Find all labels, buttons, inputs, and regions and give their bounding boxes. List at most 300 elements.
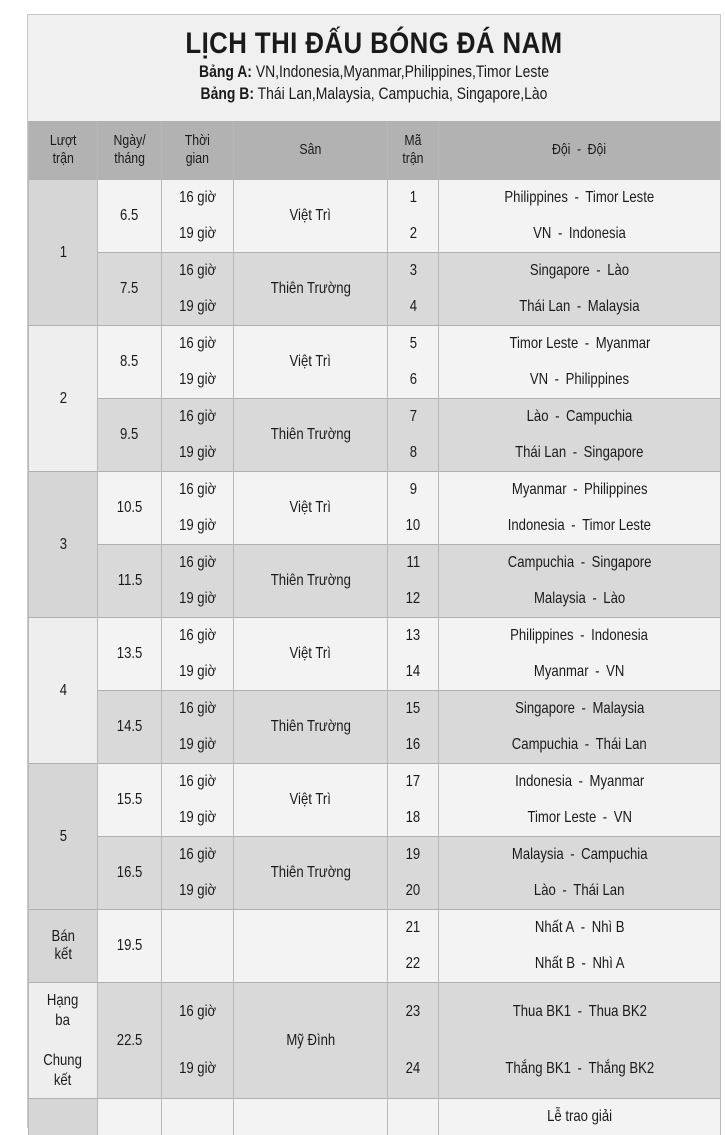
separator: - (563, 882, 567, 899)
time-cell (162, 472, 234, 509)
table-row (29, 910, 721, 947)
kickoff-time: 16 giờ (179, 773, 216, 791)
match-number: 11 (406, 554, 420, 572)
match-no-cell (388, 983, 439, 1041)
separator: - (555, 371, 559, 388)
teams-cell (439, 508, 721, 545)
venue-cell (234, 253, 388, 326)
kickoff-time: 16 giờ (179, 408, 216, 426)
home-team: Indonesia (508, 517, 565, 534)
time-cell (162, 180, 234, 217)
round-name: Bán kết (51, 928, 74, 964)
match-date: 11.5 (117, 572, 142, 590)
schedule-table (28, 121, 721, 1135)
table-row (29, 253, 721, 290)
match-teams (512, 846, 648, 864)
date-cell (98, 910, 162, 983)
round-number: 3 (59, 536, 66, 554)
round-number: 5 (59, 828, 66, 846)
venue-cell (234, 983, 388, 1099)
match-date: 19.5 (117, 937, 143, 955)
table-row (29, 545, 721, 582)
table-row (29, 1099, 721, 1135)
match-no-cell (388, 326, 439, 363)
kickoff-time: 16 giờ (179, 189, 216, 207)
match-teams (512, 736, 647, 754)
teams-cell (439, 764, 721, 801)
separator: - (596, 262, 600, 279)
venue-name: Thiên Trường (270, 572, 350, 590)
home-team: Thắng BK1 (505, 1060, 571, 1077)
home-team: Malaysia (512, 846, 564, 863)
time-cell (162, 326, 234, 363)
round-cell (29, 472, 98, 618)
match-no-cell (388, 180, 439, 217)
round-cell (29, 910, 98, 983)
teams-cell (439, 983, 721, 1041)
round-number: 4 (59, 682, 66, 700)
venue-name: Việt Trì (290, 791, 331, 809)
venue-name: Việt Trì (290, 645, 331, 663)
match-number: 15 (406, 700, 421, 718)
teams-cell (439, 618, 721, 655)
time-cell (162, 837, 234, 874)
table-row (29, 326, 721, 363)
kickoff-time: 16 giờ (179, 554, 216, 572)
match-teams (508, 517, 651, 535)
table-row (29, 399, 721, 436)
match-date: 8.5 (120, 353, 138, 371)
teams-cell (439, 581, 721, 618)
date-cell (98, 399, 162, 472)
time-cell (162, 289, 234, 326)
venue-cell (234, 837, 388, 910)
match-number: 5 (409, 335, 416, 353)
time-cell (162, 800, 234, 837)
match-date: 6.5 (120, 207, 138, 225)
teams-cell (439, 727, 721, 764)
match-teams (512, 481, 648, 499)
match-no-cell (388, 910, 439, 947)
round-number: 2 (59, 390, 66, 408)
teams-cell (439, 472, 721, 509)
match-date: 10.5 (117, 499, 143, 517)
teams-cell (439, 873, 721, 910)
home-team: Myanmar (534, 663, 589, 680)
table-row (29, 983, 721, 1041)
match-number: 8 (409, 444, 416, 462)
time-cell (162, 362, 234, 399)
kickoff-time: 19 giờ (179, 882, 216, 900)
teams-cell (439, 837, 721, 874)
match-number: 19 (406, 846, 421, 864)
venue-name: Thiên Trường (270, 718, 350, 736)
away-team: Myanmar (595, 335, 650, 352)
table-row (29, 472, 721, 509)
separator: - (577, 1060, 581, 1077)
time-cell (162, 216, 234, 253)
away-team: Myanmar (589, 773, 644, 790)
match-no-cell (388, 399, 439, 436)
home-team: Singapore (515, 700, 575, 717)
match-number: 3 (409, 262, 416, 280)
separator: - (581, 700, 585, 717)
separator: - (577, 298, 581, 315)
venue-name: Thiên Trường (270, 426, 350, 444)
teams-cell (439, 216, 721, 253)
home-team: Malaysia (534, 590, 586, 607)
home-team: Thái Lan (515, 444, 566, 461)
away-team: Lào (607, 262, 629, 279)
date-cell (98, 983, 162, 1099)
teams-cell (439, 910, 721, 947)
match-number: 14 (406, 663, 421, 681)
home-team: VN (533, 225, 551, 242)
separator: - (581, 955, 585, 972)
away-team: VN (606, 663, 624, 680)
match-teams (534, 590, 625, 608)
match-teams (534, 663, 624, 681)
kickoff-time: 19 giờ (179, 590, 216, 608)
kickoff-time: 19 giờ (179, 225, 216, 243)
date-cell (98, 545, 162, 618)
away-team: Singapore (584, 444, 644, 461)
match-date: 9.5 (120, 426, 138, 444)
venue-name: Việt Trì (290, 207, 331, 225)
table-row (29, 618, 721, 655)
match-number: 7 (409, 408, 416, 426)
header (28, 15, 720, 121)
match-no-cell (388, 289, 439, 326)
kickoff-time: 16 giờ (179, 627, 216, 645)
page-title: LỊCH THI ĐẤU BÓNG ĐÁ NAM (76, 27, 671, 61)
match-number: 6 (409, 371, 416, 389)
date-cell (98, 180, 162, 253)
home-team: VN (530, 371, 548, 388)
round-cell (29, 180, 98, 326)
away-team: Philippines (566, 371, 629, 388)
match-number: 17 (406, 773, 421, 791)
date-cell (98, 764, 162, 837)
group-b-teams: Thái Lan,Malaysia, Campuchia, Singapore,Lào (254, 84, 547, 103)
match-no-cell (388, 508, 439, 545)
home-team: Singapore (530, 262, 590, 279)
away-team: Lào (603, 590, 625, 607)
match-number: 18 (406, 809, 421, 827)
separator: - (575, 189, 579, 206)
match-teams (527, 408, 633, 426)
group-a-line (90, 61, 657, 83)
match-teams (519, 298, 639, 316)
match-no-cell (388, 435, 439, 472)
away-team: Singapore (592, 554, 652, 571)
home-team: Timor Leste (509, 335, 578, 352)
date-cell (98, 253, 162, 326)
match-date: 14.5 (117, 718, 143, 736)
match-no-cell (388, 472, 439, 509)
home-team: Thái Lan (519, 298, 570, 315)
match-date: 22.5 (117, 1032, 143, 1050)
col-header-round: Lượt trận (29, 121, 98, 180)
separator: - (581, 554, 585, 571)
match-teams (515, 444, 643, 462)
group-a-label: Bảng A: (199, 62, 252, 81)
match-date: 13.5 (117, 645, 143, 663)
match-no-cell (388, 654, 439, 691)
home-team: Lào (527, 408, 549, 425)
date-cell (98, 1099, 162, 1135)
separator: - (571, 517, 575, 534)
away-team: Malaysia (588, 298, 640, 315)
date-cell (98, 326, 162, 399)
match-no-cell (388, 618, 439, 655)
match-number: 20 (406, 882, 421, 900)
venue-name: Thiên Trường (270, 864, 350, 882)
match-teams (527, 809, 631, 827)
teams-cell (439, 545, 721, 582)
kickoff-time: 16 giờ (179, 1003, 216, 1021)
teams-cell (439, 1041, 721, 1099)
match-teams (530, 262, 629, 280)
home-team: Myanmar (512, 481, 567, 498)
teams-cell (439, 253, 721, 290)
time-cell (162, 873, 234, 910)
time-cell (162, 399, 234, 436)
match-no-cell (388, 691, 439, 728)
match-no-cell (388, 727, 439, 764)
date-cell (98, 837, 162, 910)
venue-cell (234, 472, 388, 545)
home-team: Philippines (505, 189, 568, 206)
match-number: 13 (406, 627, 421, 645)
venue-cell (234, 764, 388, 837)
kickoff-time: 16 giờ (179, 846, 216, 864)
away-team: Campuchia (566, 408, 632, 425)
date-cell (98, 691, 162, 764)
round-name: Hạng ba Chung kết (44, 991, 83, 1091)
time-cell (162, 618, 234, 655)
teams-cell (439, 326, 721, 363)
venue-name: Việt Trì (290, 499, 331, 517)
home-team: Campuchia (508, 554, 574, 571)
group-b-label: Bảng B: (201, 84, 254, 103)
table-row (29, 837, 721, 874)
schedule-poster (27, 14, 721, 1128)
separator: - (581, 919, 585, 936)
time-cell (162, 654, 234, 691)
match-number: 9 (409, 481, 416, 499)
kickoff-time: 16 giờ (179, 700, 216, 718)
match-teams (535, 919, 625, 937)
kickoff-time: 16 giờ (179, 335, 216, 353)
venue-cell (234, 545, 388, 618)
table-row (29, 180, 721, 217)
home-team: Nhất B (535, 955, 575, 972)
venue-name: Việt Trì (290, 353, 331, 371)
match-number: 22 (406, 955, 421, 973)
teams-cell (439, 362, 721, 399)
date-cell (98, 618, 162, 691)
away-team: Indonesia (592, 627, 649, 644)
col-header-time: Thời gian (162, 121, 234, 180)
teams-cell (439, 289, 721, 326)
match-teams (511, 627, 649, 645)
kickoff-time: 19 giờ (179, 298, 216, 316)
home-team: Campuchia (512, 736, 578, 753)
match-teams (535, 955, 625, 973)
kickoff-time: 16 giờ (179, 262, 216, 280)
separator: - (558, 225, 562, 242)
col-header-venue: Sân (234, 121, 388, 180)
away-team: Philippines (584, 481, 647, 498)
table-header-row (29, 121, 721, 180)
col-header-teams: Đội - Đội (439, 121, 721, 180)
time-cell (162, 581, 234, 618)
match-date: 15.5 (117, 791, 143, 809)
match-no-cell (388, 253, 439, 290)
round-cell (29, 983, 98, 1099)
teams-cell (439, 691, 721, 728)
teams-cell (439, 800, 721, 837)
match-no-cell (388, 873, 439, 910)
separator: - (585, 736, 589, 753)
match-no-cell (388, 362, 439, 399)
teams-cell (439, 946, 721, 983)
kickoff-time: 19 giờ (179, 371, 216, 389)
match-number: 24 (406, 1060, 421, 1078)
home-team: Philippines (511, 627, 574, 644)
match-teams (509, 335, 650, 353)
venue-cell (234, 326, 388, 399)
venue-name: Mỹ Đình (286, 1032, 335, 1050)
teams-cell (439, 180, 721, 217)
match-number: 21 (406, 919, 421, 937)
match-teams (515, 700, 644, 718)
separator: - (581, 627, 585, 644)
table-row (29, 691, 721, 728)
time-cell (162, 727, 234, 764)
ceremony-label: Lễ trao giải (547, 1108, 612, 1126)
match-teams (534, 882, 624, 900)
match-teams (508, 554, 652, 572)
teams-cell (439, 435, 721, 472)
away-team: VN (614, 809, 632, 826)
away-team: Thắng BK2 (588, 1060, 654, 1077)
separator: - (555, 408, 559, 425)
table-row (29, 764, 721, 801)
time-cell (162, 910, 234, 983)
separator: - (596, 663, 600, 680)
match-date: 16.5 (117, 864, 143, 882)
venue-cell (234, 180, 388, 253)
match-teams (505, 1060, 654, 1078)
match-teams (515, 773, 644, 791)
date-cell (98, 472, 162, 545)
round-cell (29, 618, 98, 764)
away-team: Malaysia (592, 700, 644, 717)
col-header-date: Ngày/ tháng (98, 121, 162, 180)
kickoff-time: 19 giờ (179, 663, 216, 681)
separator: - (603, 809, 607, 826)
match-teams (505, 189, 655, 207)
teams-cell (439, 654, 721, 691)
round-cell (29, 1099, 98, 1135)
separator: - (573, 444, 577, 461)
kickoff-time: 19 giờ (179, 517, 216, 535)
venue-name: Thiên Trường (270, 280, 350, 298)
separator: - (570, 846, 574, 863)
group-a-teams: VN,Indonesia,Myanmar,Philippines,Timor Leste (252, 62, 549, 81)
match-number: 4 (409, 298, 416, 316)
match-number: 1 (409, 189, 416, 207)
time-cell (162, 1041, 234, 1099)
separator: - (578, 773, 582, 790)
time-cell (162, 508, 234, 545)
time-cell (162, 1099, 234, 1135)
home-team: Timor Leste (527, 809, 596, 826)
away-team: Timor Leste (586, 189, 655, 206)
match-no-cell (388, 837, 439, 874)
home-team: Indonesia (515, 773, 572, 790)
match-number: 10 (406, 517, 421, 535)
match-no-cell (388, 581, 439, 618)
kickoff-time: 19 giờ (179, 1060, 216, 1078)
match-teams (530, 371, 629, 389)
away-team: Nhì B (592, 919, 625, 936)
venue-cell (234, 399, 388, 472)
home-team: Thua BK1 (512, 1003, 570, 1020)
time-cell (162, 253, 234, 290)
match-teams (533, 225, 626, 243)
match-number: 23 (406, 1003, 421, 1021)
venue-cell (234, 618, 388, 691)
kickoff-time: 16 giờ (179, 481, 216, 499)
match-no-cell (388, 764, 439, 801)
round-cell (29, 326, 98, 472)
away-team: Thua BK2 (588, 1003, 646, 1020)
time-cell (162, 764, 234, 801)
away-team: Indonesia (569, 225, 626, 242)
round-number: 1 (59, 244, 66, 262)
separator: - (584, 335, 588, 352)
match-no-cell (388, 946, 439, 983)
away-team: Campuchia (581, 846, 647, 863)
teams-cell (439, 399, 721, 436)
match-number: 16 (406, 736, 421, 754)
match-no-cell (388, 216, 439, 253)
away-team: Thái Lan (596, 736, 647, 753)
match-no-cell (388, 800, 439, 837)
kickoff-time: 19 giờ (179, 444, 216, 462)
ceremony-cell (439, 1099, 721, 1135)
separator: - (577, 1003, 581, 1020)
match-number: 2 (409, 225, 416, 243)
home-team: Lào (534, 882, 556, 899)
kickoff-time: 19 giờ (179, 736, 216, 754)
col-header-match-no: Mã trận (388, 121, 439, 180)
time-cell (162, 691, 234, 728)
home-team: Nhất A (535, 919, 574, 936)
time-cell (162, 983, 234, 1041)
away-team: Timor Leste (582, 517, 651, 534)
match-teams (512, 1003, 646, 1021)
match-no-cell (388, 545, 439, 582)
away-team: Nhì A (592, 955, 624, 972)
venue-cell (234, 691, 388, 764)
venue-cell (234, 1099, 388, 1135)
away-team: Thái Lan (574, 882, 625, 899)
time-cell (162, 435, 234, 472)
